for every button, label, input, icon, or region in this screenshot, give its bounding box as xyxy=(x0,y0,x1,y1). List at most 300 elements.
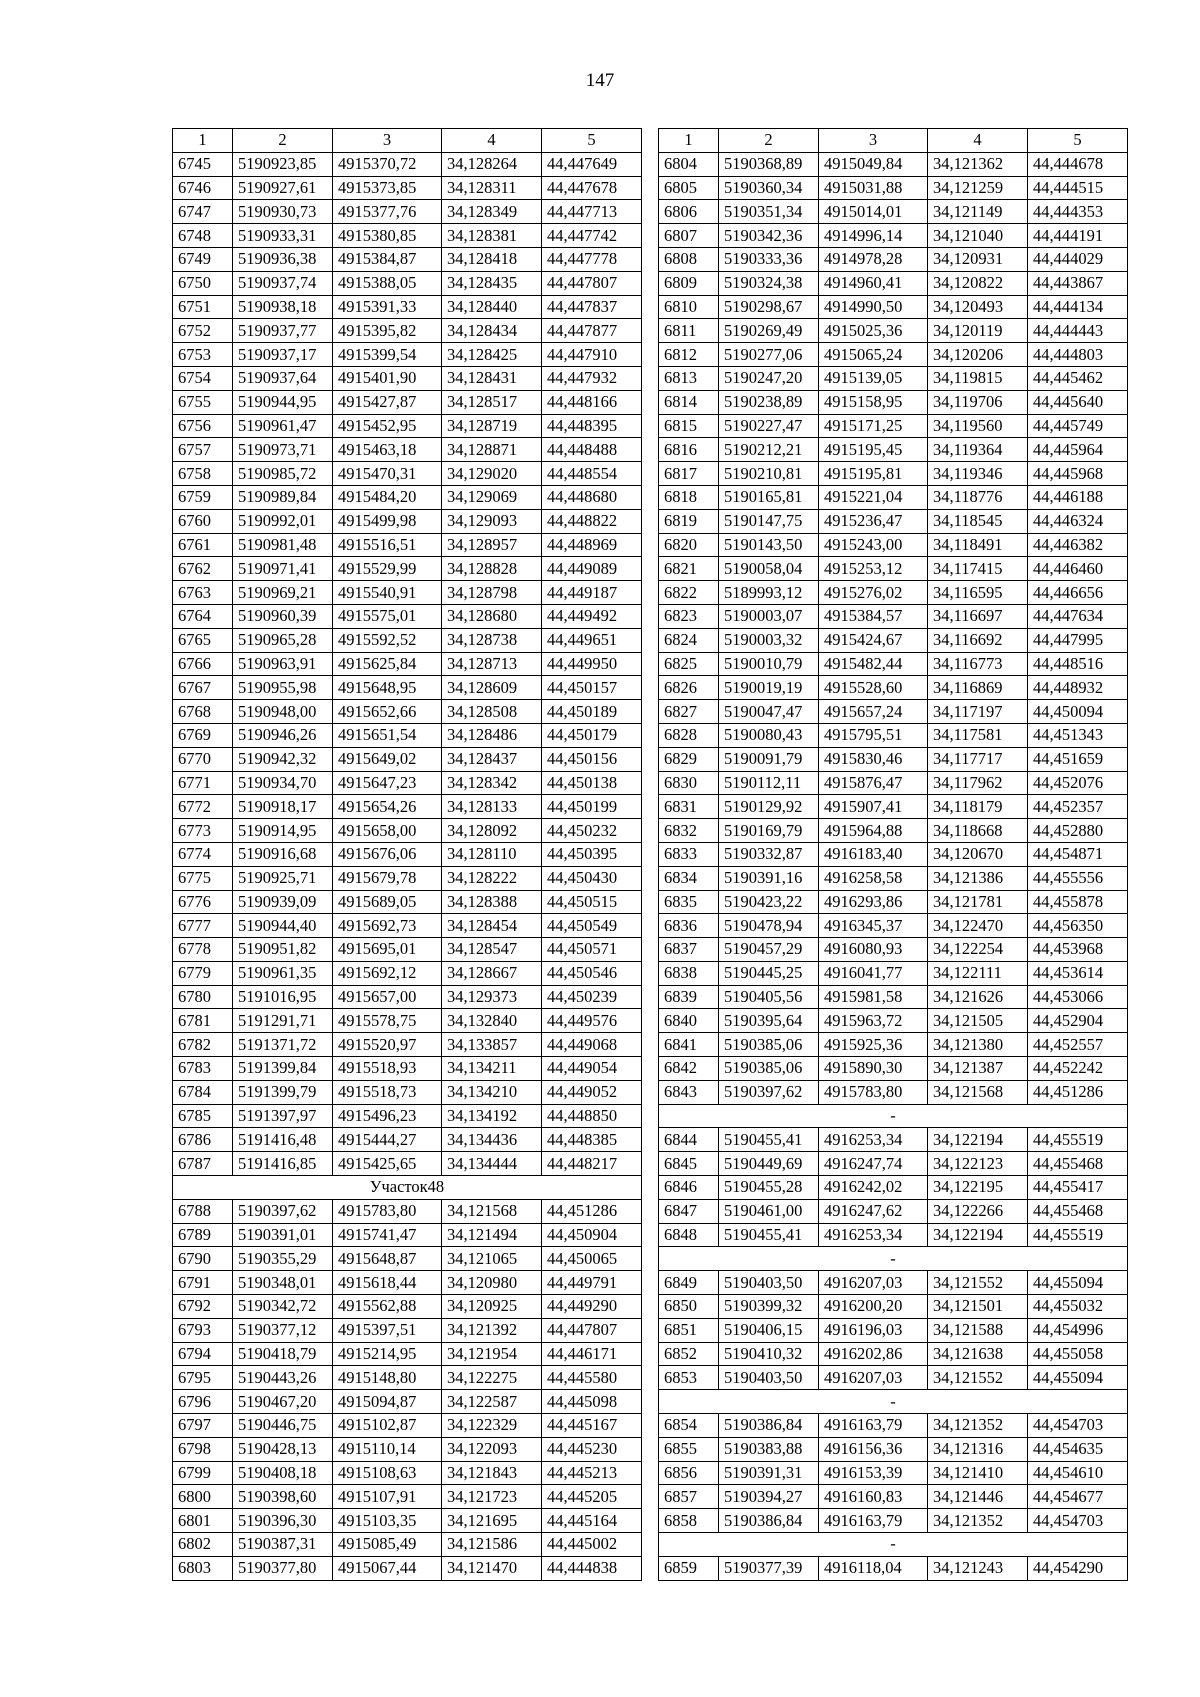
table-cell: 4915692,73 xyxy=(333,914,442,938)
table-cell: 44,448680 xyxy=(542,485,642,509)
table-cell: 6773 xyxy=(173,819,233,843)
table-cell: 4915657,00 xyxy=(333,985,442,1009)
table-cell: 34,129093 xyxy=(442,509,542,533)
table-row xyxy=(173,1318,642,1342)
table-cell: 34,121568 xyxy=(442,1199,542,1223)
table-cell: 5190410,32 xyxy=(719,1342,819,1366)
table-cell: 34,121638 xyxy=(928,1342,1028,1366)
table-cell: 34,118545 xyxy=(928,509,1028,533)
table-cell: 44,449290 xyxy=(542,1295,642,1319)
table-cell: 44,444134 xyxy=(1028,295,1128,319)
table-cell: 5190455,28 xyxy=(719,1176,819,1200)
table-cell: 4915102,87 xyxy=(333,1414,442,1438)
table-cell: 6780 xyxy=(173,985,233,1009)
table-row xyxy=(173,771,642,795)
table-row xyxy=(173,938,642,962)
table-cell: 4916247,62 xyxy=(819,1199,928,1223)
table-cell: 4916345,37 xyxy=(819,914,928,938)
table-cell: 34,117197 xyxy=(928,700,1028,724)
table-cell: 34,117717 xyxy=(928,747,1028,771)
table-cell: 6775 xyxy=(173,866,233,890)
table-cell: 4915380,85 xyxy=(333,224,442,248)
table-cell: 44,453614 xyxy=(1028,961,1128,985)
table-cell: 6834 xyxy=(659,866,719,890)
table-cell: 5190951,82 xyxy=(233,938,333,962)
table-cell: 44,448932 xyxy=(1028,676,1128,700)
table-cell: 34,121352 xyxy=(928,1509,1028,1533)
table-cell: 4915236,47 xyxy=(819,509,928,533)
table-cell: 34,128418 xyxy=(442,247,542,271)
table-cell: 44,447807 xyxy=(542,1318,642,1342)
table-cell: 4915783,80 xyxy=(819,1080,928,1104)
table-cell: 34,120925 xyxy=(442,1295,542,1319)
table-cell: 34,128871 xyxy=(442,438,542,462)
table-cell: 34,121552 xyxy=(928,1366,1028,1390)
table-cell: 5190457,29 xyxy=(719,938,819,962)
table-row xyxy=(173,890,642,914)
table-cell: 34,121470 xyxy=(442,1556,542,1580)
table-cell: 4915964,88 xyxy=(819,819,928,843)
table-cell: 5190342,72 xyxy=(233,1295,333,1319)
table-cell: 4915695,01 xyxy=(333,938,442,962)
table-cell: 6755 xyxy=(173,390,233,414)
table-row xyxy=(173,1199,642,1223)
table-cell: 34,122123 xyxy=(928,1152,1028,1176)
table-cell: 6759 xyxy=(173,485,233,509)
table-cell: 5190467,20 xyxy=(233,1390,333,1414)
table-row xyxy=(173,462,642,486)
table-cell: 44,450549 xyxy=(542,914,642,938)
table-cell: 6770 xyxy=(173,747,233,771)
table-cell: 5190385,06 xyxy=(719,1033,819,1057)
table-cell: 44,448488 xyxy=(542,438,642,462)
header-row xyxy=(173,129,642,153)
table-cell: 34,121505 xyxy=(928,1009,1028,1033)
table-cell: 6797 xyxy=(173,1414,233,1438)
table-cell: 4915520,97 xyxy=(333,1033,442,1057)
table-cell: 5190961,47 xyxy=(233,414,333,438)
table-cell: 5190399,32 xyxy=(719,1295,819,1319)
table-cell: 4915425,65 xyxy=(333,1152,442,1176)
table-cell: 6822 xyxy=(659,581,719,605)
table-cell: 44,445205 xyxy=(542,1485,642,1509)
table-cell: 4916242,02 xyxy=(819,1176,928,1200)
table-cell: 44,450189 xyxy=(542,700,642,724)
table-cell: 5190455,41 xyxy=(719,1223,819,1247)
table-cell: 6757 xyxy=(173,438,233,462)
column-header: 4 xyxy=(442,129,542,153)
table-row xyxy=(173,1009,642,1033)
table-cell: 44,451286 xyxy=(542,1199,642,1223)
table-cell: 5190360,34 xyxy=(719,176,819,200)
table-cell: 4915103,35 xyxy=(333,1509,442,1533)
table-cell: 5190080,43 xyxy=(719,723,819,747)
table-cell: 34,121040 xyxy=(928,224,1028,248)
table-cell: 44,449052 xyxy=(542,1080,642,1104)
table-cell: 34,128425 xyxy=(442,343,542,367)
table-row xyxy=(173,1509,642,1533)
table-cell: 5190445,25 xyxy=(719,961,819,985)
table-cell: 34,128381 xyxy=(442,224,542,248)
table-cell: 44,445640 xyxy=(1028,390,1128,414)
table-cell: 44,454871 xyxy=(1028,842,1128,866)
table-cell: 4915377,76 xyxy=(333,200,442,224)
table-cell: 34,134192 xyxy=(442,1104,542,1128)
table-cell: 4915484,20 xyxy=(333,485,442,509)
table-cell: 34,121568 xyxy=(928,1080,1028,1104)
table-cell: 34,128547 xyxy=(442,938,542,962)
table-row xyxy=(173,1556,642,1580)
table-cell: 5190129,92 xyxy=(719,795,819,819)
table-cell: 44,448395 xyxy=(542,414,642,438)
table-cell: 34,119706 xyxy=(928,390,1028,414)
table-cell: 44,445462 xyxy=(1028,366,1128,390)
table-cell: 4915107,91 xyxy=(333,1485,442,1509)
table-cell: 4915963,72 xyxy=(819,1009,928,1033)
table-cell: 34,116773 xyxy=(928,652,1028,676)
table-cell: 34,128342 xyxy=(442,771,542,795)
table-cell: 5190391,16 xyxy=(719,866,819,890)
table-cell: 6825 xyxy=(659,652,719,676)
table-cell: 6850 xyxy=(659,1295,719,1319)
table-cell: 5190925,71 xyxy=(233,866,333,890)
table-cell: 5190403,50 xyxy=(719,1271,819,1295)
table-cell: 4915171,25 xyxy=(819,414,928,438)
table-cell: 44,445964 xyxy=(1028,438,1128,462)
table-cell: 4915214,95 xyxy=(333,1342,442,1366)
table-cell: 5190391,31 xyxy=(719,1461,819,1485)
table-cell: 34,121380 xyxy=(928,1033,1028,1057)
table-cell: 4915647,23 xyxy=(333,771,442,795)
table-row xyxy=(173,1033,642,1057)
column-header: 2 xyxy=(233,129,333,153)
table-cell: 34,121843 xyxy=(442,1461,542,1485)
table-cell: 34,128435 xyxy=(442,271,542,295)
table-row xyxy=(659,985,1128,1009)
table-cell: 4916202,86 xyxy=(819,1342,928,1366)
table-cell: 5190973,71 xyxy=(233,438,333,462)
table-cell: 4916156,36 xyxy=(819,1437,928,1461)
table-cell: 4915482,44 xyxy=(819,652,928,676)
table-cell: 44,455556 xyxy=(1028,866,1128,890)
table-row xyxy=(659,1485,1128,1509)
table-cell: 6799 xyxy=(173,1461,233,1485)
table-cell: 44,454703 xyxy=(1028,1509,1128,1533)
table-cell: 44,452357 xyxy=(1028,795,1128,819)
table-cell: 4915741,47 xyxy=(333,1223,442,1247)
table-cell: 6844 xyxy=(659,1128,719,1152)
table-cell: 44,447877 xyxy=(542,319,642,343)
table-cell: 6787 xyxy=(173,1152,233,1176)
table-cell: 34,122275 xyxy=(442,1366,542,1390)
table-cell: 5190010,79 xyxy=(719,652,819,676)
table-cell: 6840 xyxy=(659,1009,719,1033)
table-cell: 4915067,44 xyxy=(333,1556,442,1580)
table-cell: 4915388,05 xyxy=(333,271,442,295)
table-cell: 4915783,80 xyxy=(333,1199,442,1223)
table-cell: 4915148,80 xyxy=(333,1366,442,1390)
table-row xyxy=(173,509,642,533)
table-row xyxy=(173,200,642,224)
table-cell: 6782 xyxy=(173,1033,233,1057)
table-cell: 4914996,14 xyxy=(819,224,928,248)
table-cell: 5190428,13 xyxy=(233,1437,333,1461)
table-cell: 34,116697 xyxy=(928,604,1028,628)
table-cell: 6760 xyxy=(173,509,233,533)
table-cell: 5190333,36 xyxy=(719,247,819,271)
table-cell: 34,121243 xyxy=(928,1556,1028,1580)
table-cell: 6814 xyxy=(659,390,719,414)
table-cell: 5191371,72 xyxy=(233,1033,333,1057)
table-cell: 34,119364 xyxy=(928,438,1028,462)
table-cell: 6796 xyxy=(173,1390,233,1414)
table-cell: 34,117581 xyxy=(928,723,1028,747)
table-cell: 44,450199 xyxy=(542,795,642,819)
table-cell: 44,450156 xyxy=(542,747,642,771)
table-cell: 34,122194 xyxy=(928,1223,1028,1247)
table-cell: 44,446460 xyxy=(1028,557,1128,581)
section-label: - xyxy=(659,1533,1128,1557)
table-row xyxy=(659,1152,1128,1176)
table-cell: 5190377,80 xyxy=(233,1556,333,1580)
table-row xyxy=(173,1247,642,1271)
table-cell: 5191399,79 xyxy=(233,1080,333,1104)
table-cell: 6833 xyxy=(659,842,719,866)
table-row xyxy=(173,533,642,557)
table-cell: 4915031,88 xyxy=(819,176,928,200)
table-cell: 4915370,72 xyxy=(333,152,442,176)
table-cell: 34,120119 xyxy=(928,319,1028,343)
table-cell: 4915014,01 xyxy=(819,200,928,224)
table-row xyxy=(659,1509,1128,1533)
table-row xyxy=(659,1366,1128,1390)
table-cell: 44,452904 xyxy=(1028,1009,1128,1033)
table-cell: 6778 xyxy=(173,938,233,962)
table-cell: 6783 xyxy=(173,1057,233,1081)
table-cell: 34,120493 xyxy=(928,295,1028,319)
table-cell: 6859 xyxy=(659,1556,719,1580)
table-cell: 34,128738 xyxy=(442,628,542,652)
table-cell: 44,455519 xyxy=(1028,1223,1128,1247)
table-cell: 5190992,01 xyxy=(233,509,333,533)
table-cell: 5190423,22 xyxy=(719,890,819,914)
table-row xyxy=(659,914,1128,938)
table-cell: 4915592,52 xyxy=(333,628,442,652)
table-cell: 6793 xyxy=(173,1318,233,1342)
table-row xyxy=(173,1295,642,1319)
table-cell: 34,121588 xyxy=(928,1318,1028,1342)
table-cell: 34,122254 xyxy=(928,938,1028,962)
table-cell: 4915221,04 xyxy=(819,485,928,509)
table-cell: 44,447649 xyxy=(542,152,642,176)
table-cell: 4915499,98 xyxy=(333,509,442,533)
table-cell: 34,128349 xyxy=(442,200,542,224)
table-cell: 4915158,95 xyxy=(819,390,928,414)
table-cell: 6795 xyxy=(173,1366,233,1390)
table-row xyxy=(173,1485,642,1509)
table-cell: 4915401,90 xyxy=(333,366,442,390)
table-cell: 44,452557 xyxy=(1028,1033,1128,1057)
table-cell: 4915689,05 xyxy=(333,890,442,914)
table-cell: 44,454290 xyxy=(1028,1556,1128,1580)
table-cell: 4915676,06 xyxy=(333,842,442,866)
table-cell: 4916080,93 xyxy=(819,938,928,962)
table-cell: 34,128434 xyxy=(442,319,542,343)
table-cell: 4915025,36 xyxy=(819,319,928,343)
table-row xyxy=(173,1152,642,1176)
table-cell: 44,447837 xyxy=(542,295,642,319)
table-row xyxy=(659,1437,1128,1461)
table-cell: 6854 xyxy=(659,1414,719,1438)
table-cell: 6752 xyxy=(173,319,233,343)
table-cell: 44,447678 xyxy=(542,176,642,200)
table-cell: 5190955,98 xyxy=(233,676,333,700)
table-cell: 4915625,84 xyxy=(333,652,442,676)
table-cell: 44,445213 xyxy=(542,1461,642,1485)
table-cell: 5190918,17 xyxy=(233,795,333,819)
table-cell: 44,450094 xyxy=(1028,700,1128,724)
table-cell: 6767 xyxy=(173,676,233,700)
table-row xyxy=(173,390,642,414)
table-cell: 44,448554 xyxy=(542,462,642,486)
table-cell: 5190933,31 xyxy=(233,224,333,248)
table-cell: 4915110,14 xyxy=(333,1437,442,1461)
table-row xyxy=(173,319,642,343)
table-cell: 6750 xyxy=(173,271,233,295)
table-cell: 5190396,30 xyxy=(233,1509,333,1533)
table-cell: 4916253,34 xyxy=(819,1223,928,1247)
table-cell: 5190348,01 xyxy=(233,1271,333,1295)
table-cell: 6836 xyxy=(659,914,719,938)
table-cell: 5190989,84 xyxy=(233,485,333,509)
table-cell: 6851 xyxy=(659,1318,719,1342)
table-cell: 5190112,11 xyxy=(719,771,819,795)
table-cell: 4915049,84 xyxy=(819,152,928,176)
table-cell: 34,134210 xyxy=(442,1080,542,1104)
column-header: 2 xyxy=(719,129,819,153)
table-cell: 6802 xyxy=(173,1533,233,1557)
table-cell: 4915692,12 xyxy=(333,961,442,985)
table-cell: 6848 xyxy=(659,1223,719,1247)
table-cell: 34,129373 xyxy=(442,985,542,1009)
table-cell: 6824 xyxy=(659,628,719,652)
table-row xyxy=(173,343,642,367)
table-cell: 44,448385 xyxy=(542,1128,642,1152)
table-cell: 5190937,74 xyxy=(233,271,333,295)
table-cell: 44,445098 xyxy=(542,1390,642,1414)
table-row xyxy=(659,771,1128,795)
table-cell: 6813 xyxy=(659,366,719,390)
table-cell: 34,128667 xyxy=(442,961,542,985)
table-cell: 34,121586 xyxy=(442,1533,542,1557)
table-cell: 4915658,00 xyxy=(333,819,442,843)
table-cell: 44,452880 xyxy=(1028,819,1128,843)
table-cell: 5190963,91 xyxy=(233,652,333,676)
table-row xyxy=(659,1033,1128,1057)
table-cell: 6763 xyxy=(173,581,233,605)
table-cell: 44,450138 xyxy=(542,771,642,795)
table-cell: 44,444515 xyxy=(1028,176,1128,200)
table-row xyxy=(173,438,642,462)
table-cell: 34,128719 xyxy=(442,414,542,438)
table-cell: 34,134444 xyxy=(442,1152,542,1176)
table-cell: 5190418,79 xyxy=(233,1342,333,1366)
table-row xyxy=(659,224,1128,248)
table-cell: 5189993,12 xyxy=(719,581,819,605)
table-cell: 5190939,09 xyxy=(233,890,333,914)
table-cell: 34,121352 xyxy=(928,1414,1028,1438)
table-cell: 4915094,87 xyxy=(333,1390,442,1414)
table-cell: 4916247,74 xyxy=(819,1152,928,1176)
table-cell: 34,122111 xyxy=(928,961,1028,985)
table-cell: 6771 xyxy=(173,771,233,795)
table-row xyxy=(659,961,1128,985)
table-cell: 34,118668 xyxy=(928,819,1028,843)
table-cell: 44,455519 xyxy=(1028,1128,1128,1152)
table-cell: 4916118,04 xyxy=(819,1556,928,1580)
table-row xyxy=(173,676,642,700)
table-cell: 44,450232 xyxy=(542,819,642,843)
table-cell: 4915384,87 xyxy=(333,247,442,271)
section-separator-row xyxy=(659,1390,1128,1414)
table-cell: 44,447634 xyxy=(1028,604,1128,628)
table-cell: 4915648,87 xyxy=(333,1247,442,1271)
table-cell: 5190386,84 xyxy=(719,1414,819,1438)
table-cell: 44,444678 xyxy=(1028,152,1128,176)
table-cell: 44,451659 xyxy=(1028,747,1128,771)
table-cell: 6810 xyxy=(659,295,719,319)
section-separator-row xyxy=(659,1533,1128,1557)
table-cell: 34,128388 xyxy=(442,890,542,914)
table-cell: 44,450430 xyxy=(542,866,642,890)
table-row xyxy=(659,1556,1128,1580)
table-cell: 44,449089 xyxy=(542,557,642,581)
table-cell: 5190342,36 xyxy=(719,224,819,248)
table-cell: 34,121065 xyxy=(442,1247,542,1271)
table-cell: 4915195,81 xyxy=(819,462,928,486)
table-cell: 6828 xyxy=(659,723,719,747)
table-cell: 44,452242 xyxy=(1028,1057,1128,1081)
table-cell: 5190227,47 xyxy=(719,414,819,438)
table-cell: 34,122266 xyxy=(928,1199,1028,1223)
table-cell: 4915528,60 xyxy=(819,676,928,700)
table-cell: 34,116869 xyxy=(928,676,1028,700)
table-cell: 6808 xyxy=(659,247,719,271)
table-cell: 5190971,41 xyxy=(233,557,333,581)
table-cell: 6820 xyxy=(659,533,719,557)
section-separator-row xyxy=(173,1176,642,1200)
table-cell: 4915648,95 xyxy=(333,676,442,700)
table-cell: 6818 xyxy=(659,485,719,509)
table-cell: 4915562,88 xyxy=(333,1295,442,1319)
table-cell: 6823 xyxy=(659,604,719,628)
table-cell: 6774 xyxy=(173,842,233,866)
table-row xyxy=(659,462,1128,486)
table-body-left xyxy=(173,129,642,1581)
table-cell: 5190238,89 xyxy=(719,390,819,414)
table-cell: 44,446656 xyxy=(1028,581,1128,605)
table-cell: 44,446382 xyxy=(1028,533,1128,557)
table-cell: 34,121386 xyxy=(928,866,1028,890)
table-cell: 5190403,50 xyxy=(719,1366,819,1390)
table-cell: 6853 xyxy=(659,1366,719,1390)
table-cell: 5190937,64 xyxy=(233,366,333,390)
table-cell: 6817 xyxy=(659,462,719,486)
table-cell: 34,122194 xyxy=(928,1128,1028,1152)
table-cell: 6777 xyxy=(173,914,233,938)
table-cell: 44,445230 xyxy=(542,1437,642,1461)
table-row xyxy=(659,390,1128,414)
